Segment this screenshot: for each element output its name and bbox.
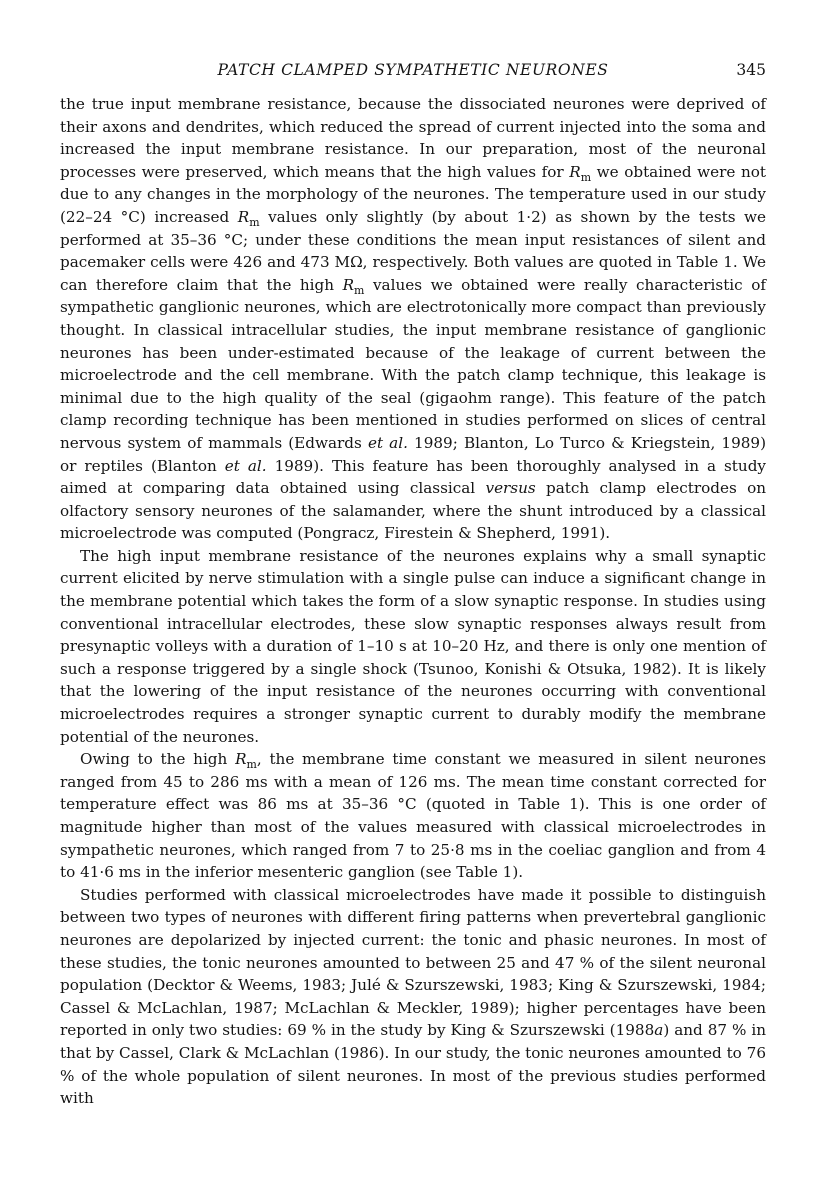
text-run: 1989). This feature has been thoroughly analysed in a study aimed at comparing data obtained using classical [60,456,766,498]
text-run: Studies performed with classical microelectrodes have made it possible to distinguish between two types of neurones with different firing patterns when prevertebral ganglionic neurones are depolarized by injected current: the tonic and phasic neurones. In most of these studies, the tonic neurones amounted to between 25 and 47 % of the silent neuronal population (Decktor & Weems, 1983; Julé & Szurszewski, 1983; King & Szurszewski, 1984; Cassel & McLachlan, 1987; McLachlan & Meckler, 1989); higher percentages have been reported in only two studies: 69 % in the study by King & Szurszewski (1988 [60,885,766,1040]
running-title: PATCH CLAMPED SYMPATHETIC NEURONES [217,61,609,79]
text-run: we obtained were not due to any changes in the morphology of the neurones. The temperature used in our study (22–24 °C) increased [60,162,767,226]
text-run: R [237,207,250,226]
text-run: values we obtained were really characteristic of sympathetic ganglionic neurones, which are electrotonically more compact than previously thought. In classical intracellular studies, the input membrane resistance of ganglionic neurones has been under-estimated because of the leakage of current between the microelectrode and the cell membrane. With the patch clamp technique, this leakage is minimal due to the high quality of the seal (gigaohm range). This feature of the patch clamp recording technique has been mentioned in studies performed on slices of central nervous system of mammals (Edwards [60,275,766,452]
text-run: m [580,170,592,184]
text-run: et al. [367,433,408,452]
text-run: Owing to the high [80,750,236,769]
text-run: R [235,750,247,769]
paragraph-2 [60,545,766,748]
paragraph-1 [60,93,766,545]
text-run: a [654,1021,664,1040]
paragraph-3 [60,748,766,884]
page-number: 345 [736,61,766,79]
body-text [60,93,766,1110]
text-run: patch clamp electrodes on olfactory sensory neurones of the salamander, where the shunt introduced by a classical microelectrode was computed (Pongracz, Firestein & Shepherd, 1991). [60,479,766,543]
text-run: , the membrane time constant we measured in silent neurones ranged from 45 to 286 ms with a mean of 126 ms. The mean time constant corrected for temperature effect was 86 ms at 35–36 °C (quoted in Table 1). This is one order of magnitude higher than most of the values measured with classical microelectrodes in sympathetic neurones, which ranged from 7 to 25·8 ms in the coeliac ganglion and from 4 to 41·6 ms in the inferior mesenteric ganglion (see Table 1). [60,750,766,882]
text-run: m [249,216,260,229]
text-run: values only slightly (by about 1·2) as shown by the tests we performed at 35–36 °C; under these conditions the mean input resistances of silent and pacemaker cells were 426 and 473 MΩ, respectively. Both values are quoted in Table 1. We can therefore claim that the high [60,207,767,294]
page-header [60,61,766,85]
text-run: m [246,758,257,772]
text-run: et al. [224,456,267,475]
text-run: ) and 87 % in that by Cassel, Clark & McLachlan (1986). In our study, the tonic neurones amounted to 76 % of the whole population of silent neurones. In most of the previous studies performed with [60,1021,766,1108]
text-run: R [342,275,355,294]
text-run: The high input membrane resistance of the neurones explains why a small synaptic current elicited by nerve stimulation with a single pulse can induce a significant change in the membrane potential which takes the form of a slow synaptic response. In studies using conventional intracellular electrodes, these slow synaptic responses always result from presynaptic volleys with a duration of 1–10 s at 10–20 Hz, and there is only one mention of such a response triggered by a single shock (Tsunoo, Konishi & Otsuka, 1982). It is likely that the lowering of the input resistance of the neurones occurring with conventional microelectrodes requires a stronger synaptic current to durably modify the membrane potential of the neurones. [60,546,766,746]
text-run: R [569,162,581,181]
paragraph-4 [60,884,766,1110]
text-run: 1989; Blanton, Lo Turco & Kriegstein, 1989) or reptiles (Blanton [60,433,766,475]
text-run: versus [485,479,536,498]
text-run: m [354,283,365,297]
text-run: the true input membrane resistance, because the dissociated neurones were deprived of their axons and dendrites, which reduced the spread of current injected into the soma and increased the input membrane resistance. In our preparation, most of the neuronal processes were preserved, which means that the high values for [60,95,766,181]
